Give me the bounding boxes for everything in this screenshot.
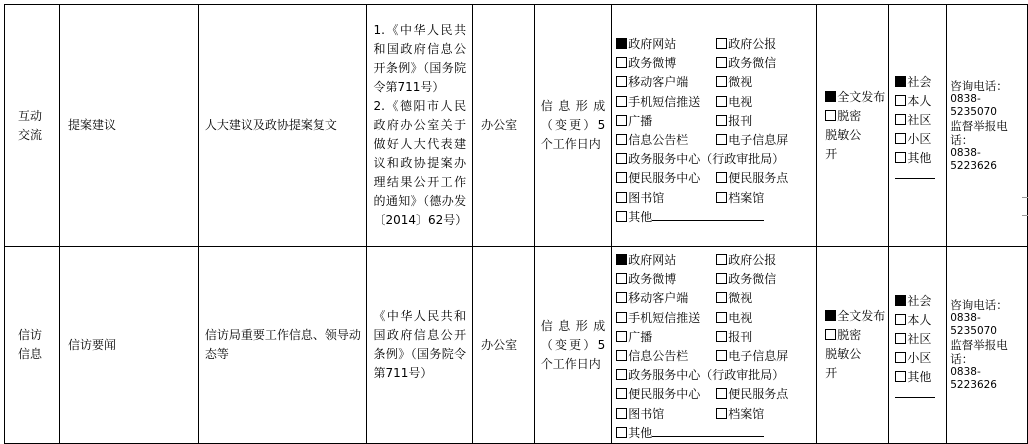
subject-cell: 办公室 <box>473 5 535 247</box>
fill-in-line[interactable] <box>652 425 764 437</box>
consult-label: 咨询电话： <box>950 298 1008 313</box>
basis-cell <box>367 5 473 247</box>
fill-in-line[interactable] <box>895 168 935 179</box>
checkbox-checked-icon[interactable] <box>895 76 906 87</box>
channel-option[interactable]: 微视 <box>716 289 816 308</box>
checkbox-icon[interactable] <box>716 312 727 323</box>
scope-option[interactable]: 本人 <box>895 92 943 111</box>
channel-option[interactable]: 档案馆 <box>716 189 816 208</box>
channel-option[interactable]: 报刊 <box>716 328 816 347</box>
publish-method-cell <box>817 247 889 444</box>
checkbox-icon[interactable] <box>716 172 727 183</box>
checkbox-icon[interactable] <box>616 172 627 183</box>
checkbox-checked-icon[interactable] <box>895 295 906 306</box>
checkbox-icon[interactable] <box>895 333 906 344</box>
fill-in-line[interactable] <box>895 387 935 398</box>
checkbox-icon[interactable] <box>616 115 627 126</box>
channel-option[interactable]: 政府网站 <box>616 251 716 270</box>
channel-option[interactable]: 政务服务中心（行政审批局） <box>616 366 816 385</box>
channel-option[interactable]: 移动客户端 <box>616 289 716 308</box>
content-cell: 人大建议及政协提案复文 <box>198 5 367 247</box>
consult-phone: 0838-5235070 <box>950 312 997 338</box>
fill-in-line[interactable] <box>652 209 764 221</box>
checkbox-icon[interactable] <box>616 211 627 222</box>
channel-option[interactable]: 图书馆 <box>616 189 716 208</box>
scope-option[interactable]: 其他 <box>895 149 943 168</box>
checkbox-icon[interactable] <box>716 331 727 342</box>
table-row <box>5 247 1028 444</box>
basis-cell <box>367 247 473 444</box>
scope-option[interactable]: 小区 <box>895 349 943 368</box>
scope-option[interactable]: 本人 <box>895 311 943 330</box>
channel-list <box>616 5 816 227</box>
scope-option[interactable]: 其他 <box>895 368 943 387</box>
scope-option[interactable]: 小区 <box>895 130 943 149</box>
checkbox-icon[interactable] <box>616 388 627 399</box>
checkbox-icon[interactable] <box>895 352 906 363</box>
channel-option[interactable]: 微视 <box>716 73 816 92</box>
checkbox-icon[interactable] <box>616 427 627 438</box>
channel-option[interactable]: 电子信息屏 <box>716 131 816 150</box>
time-limit-cell: 信息形成（变更）5个工作日内 <box>534 247 612 444</box>
checkbox-icon[interactable] <box>616 350 627 361</box>
checkbox-icon[interactable] <box>716 38 727 49</box>
checkbox-icon[interactable] <box>616 57 627 68</box>
checkbox-checked-icon[interactable] <box>825 91 836 102</box>
channel-option[interactable]: 政务微博 <box>616 54 716 73</box>
channel-option-other[interactable]: 其他 <box>616 208 816 227</box>
checkbox-icon[interactable] <box>895 314 906 325</box>
contact-cell <box>947 5 1028 247</box>
checkbox-icon[interactable] <box>616 76 627 87</box>
channel-option[interactable]: 政府网站 <box>616 35 716 54</box>
publish-desens-option[interactable]: 脱密脱敏公开 <box>825 328 862 381</box>
channel-option[interactable]: 手机短信推送 <box>616 93 716 112</box>
checkbox-icon[interactable] <box>616 312 627 323</box>
scope-cell <box>889 5 947 247</box>
checkbox-icon[interactable] <box>716 134 727 145</box>
checkbox-checked-icon[interactable] <box>616 38 627 49</box>
channel-option[interactable]: 电子信息屏 <box>716 347 816 366</box>
checkbox-icon[interactable] <box>716 76 727 87</box>
checkbox-icon[interactable] <box>616 369 627 380</box>
item-cell: 信访要闻 <box>59 247 198 444</box>
channel-option[interactable]: 档案馆 <box>716 405 816 424</box>
basis-item: 1.《中华人民共和国政府信息公开条例》（国务院令第711号） <box>373 23 467 94</box>
checkbox-icon[interactable] <box>895 371 906 382</box>
checkbox-icon[interactable] <box>895 95 906 106</box>
subject-cell: 办公室 <box>473 247 535 444</box>
channel-list <box>616 247 816 443</box>
checkbox-icon[interactable] <box>716 115 727 126</box>
table-row <box>5 5 1028 247</box>
page-edge-marker <box>1022 197 1028 204</box>
report-phone: 0838-5223626 <box>950 146 997 172</box>
checkbox-icon[interactable] <box>616 96 627 107</box>
checkbox-icon[interactable] <box>895 114 906 125</box>
checkbox-icon[interactable] <box>895 152 906 163</box>
channel-option[interactable]: 图书馆 <box>616 405 716 424</box>
item-cell: 提案建议 <box>59 5 198 247</box>
channel-option[interactable]: 便民服务中心 <box>616 385 716 404</box>
checkbox-icon[interactable] <box>825 110 836 121</box>
publish-desens-option[interactable]: 脱密脱敏公开 <box>825 108 862 161</box>
channel-option[interactable]: 电视 <box>716 93 816 112</box>
report-label: 监督举报电话： <box>950 118 1008 147</box>
channel-option[interactable]: 政务服务中心（行政审批局） <box>616 150 816 169</box>
checkbox-icon[interactable] <box>616 192 627 203</box>
channel-option[interactable]: 政务微信 <box>716 54 816 73</box>
scope-option[interactable]: 社会 <box>895 73 943 92</box>
consult-phone: 0838-5235070 <box>950 92 997 118</box>
channel-option[interactable]: 政务微信 <box>716 270 816 289</box>
channel-option[interactable]: 政务微博 <box>616 270 716 289</box>
channel-option[interactable]: 广播 <box>616 328 716 347</box>
contact-cell <box>947 247 1028 444</box>
report-phone: 0838-5223626 <box>950 366 997 392</box>
disclosure-table <box>4 4 1028 444</box>
checkbox-icon[interactable] <box>616 292 627 303</box>
checkbox-icon[interactable] <box>616 331 627 342</box>
checkbox-icon[interactable] <box>825 329 836 340</box>
checkbox-checked-icon[interactable] <box>825 310 836 321</box>
checkbox-icon[interactable] <box>716 292 727 303</box>
basis-item: 《中华人民共和国政府信息公开条例》（国务院令第711号） <box>373 309 467 381</box>
checkbox-icon[interactable] <box>716 350 727 361</box>
checkbox-icon[interactable] <box>616 273 627 284</box>
checkbox-icon[interactable] <box>716 273 727 284</box>
category-cell: 互动交流 <box>5 5 60 247</box>
scope-cell <box>889 247 947 444</box>
channel-option[interactable]: 报刊 <box>716 112 816 131</box>
report-label: 监督举报电话： <box>950 338 1008 367</box>
publish-full-option[interactable]: 全文发布 <box>825 88 885 107</box>
scope-option[interactable]: 社区 <box>895 330 943 349</box>
channel-option-other[interactable]: 其他 <box>616 424 816 443</box>
scope-option[interactable]: 社会 <box>895 292 943 311</box>
checkbox-icon[interactable] <box>716 408 727 419</box>
checkbox-icon[interactable] <box>616 134 627 145</box>
channel-option[interactable]: 电视 <box>716 309 816 328</box>
category-cell: 信访信息 <box>5 247 60 444</box>
checkbox-icon[interactable] <box>716 57 727 68</box>
checkbox-icon[interactable] <box>716 254 727 265</box>
checkbox-icon[interactable] <box>716 96 727 107</box>
checkbox-icon[interactable] <box>616 408 627 419</box>
channel-option[interactable]: 广播 <box>616 112 716 131</box>
channel-option[interactable]: 便民服务点 <box>716 169 816 188</box>
checkbox-icon[interactable] <box>616 153 627 164</box>
scope-option[interactable]: 社区 <box>895 111 943 130</box>
checkbox-icon[interactable] <box>895 133 906 144</box>
basis-item: 2.《德阳市人民政府办公室关于做好人大代表建议和政协提案办理结果公开工作的通知》（德办发〔2014〕62号） <box>373 99 468 227</box>
time-limit-cell: 信息形成（变更）5个工作日内 <box>534 5 612 247</box>
channel-option[interactable]: 移动客户端 <box>616 73 716 92</box>
channels-cell <box>612 247 817 444</box>
channel-option[interactable]: 政府公报 <box>716 35 816 54</box>
publish-method-cell <box>817 5 889 247</box>
content-cell: 信访局重要工作信息、领导动态等 <box>198 247 367 444</box>
channel-option[interactable]: 便民服务点 <box>716 385 816 404</box>
consult-label: 咨询电话： <box>950 78 1008 93</box>
publish-full-option[interactable]: 全文发布 <box>825 307 885 326</box>
channel-option[interactable]: 手机短信推送 <box>616 309 716 328</box>
channel-option[interactable]: 便民服务中心 <box>616 169 716 188</box>
channel-option[interactable]: 政府公报 <box>716 251 816 270</box>
checkbox-checked-icon[interactable] <box>616 254 627 265</box>
channels-cell <box>612 5 817 247</box>
channel-option[interactable]: 信息公告栏 <box>616 347 716 366</box>
checkbox-icon[interactable] <box>716 388 727 399</box>
page-edge-marker <box>1022 215 1028 222</box>
channel-option[interactable]: 信息公告栏 <box>616 131 716 150</box>
checkbox-icon[interactable] <box>716 192 727 203</box>
